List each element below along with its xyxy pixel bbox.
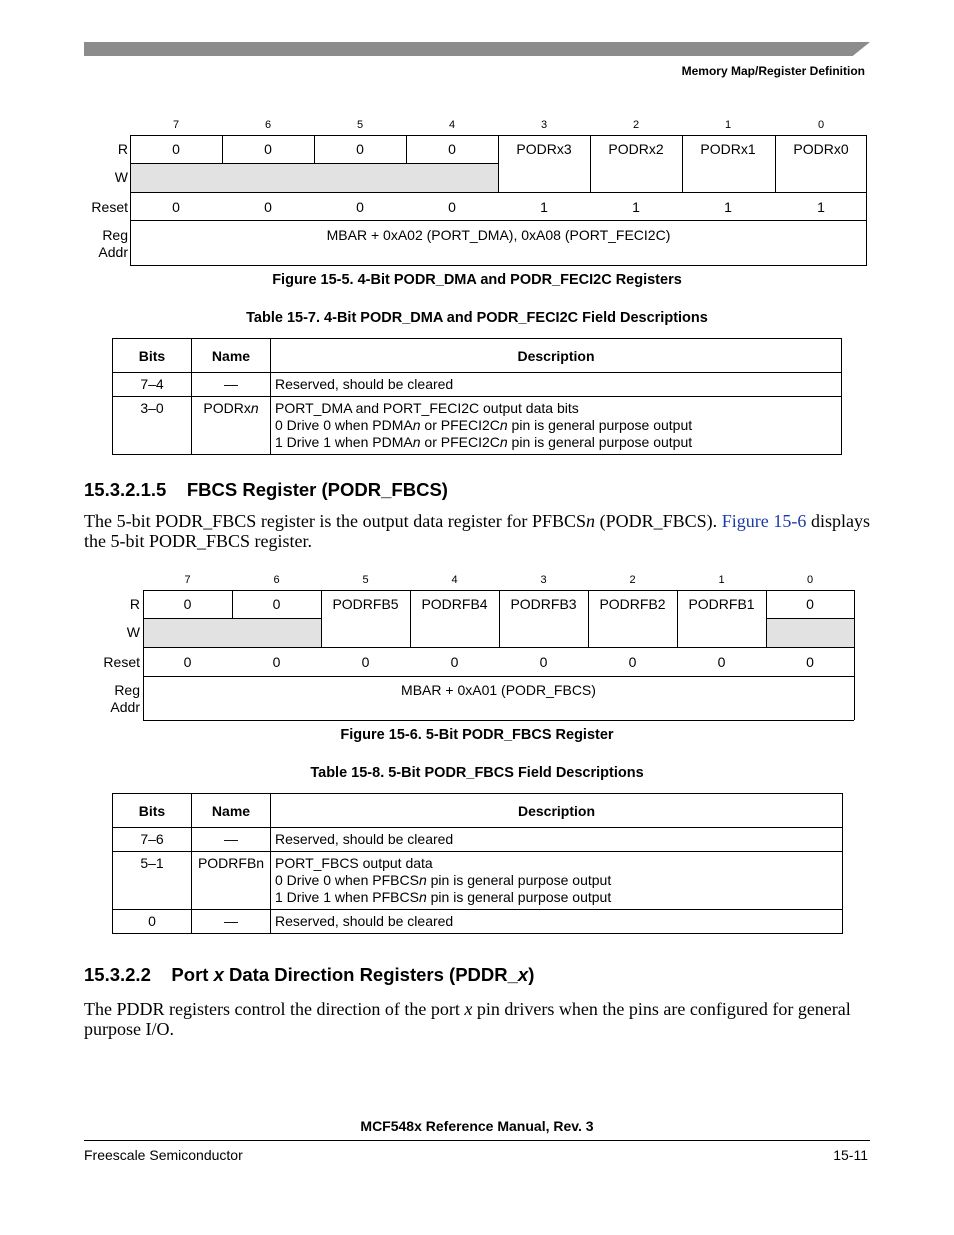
- grid-line: [130, 192, 867, 193]
- footer-manual-title: MCF548x Reference Manual, Rev. 3: [360, 1118, 594, 1134]
- field-description-table: [112, 338, 842, 455]
- description-cell: Reserved, should be cleared: [271, 373, 842, 397]
- bit-number: 0: [817, 119, 825, 131]
- table-header-description: Description: [271, 339, 842, 373]
- row-label-addr: Addr: [98, 244, 128, 260]
- field-description-table: [112, 793, 843, 934]
- bits-cell: 7–6: [113, 828, 192, 852]
- figure-caption: Figure 15-5. 4-Bit PODR_DMA and PODR_FECI2C Registers: [272, 272, 682, 288]
- grid-line: [682, 135, 683, 192]
- footer-rule: [84, 1140, 870, 1141]
- grid-line: [321, 590, 322, 647]
- grid-line: [314, 135, 315, 163]
- grid-line: [143, 676, 854, 677]
- name-cell: PODRxn: [192, 397, 271, 455]
- body-paragraph: The PDDR registers control the direction of the port x pin drivers when the pins are configured for general purpose I/O.: [84, 999, 851, 1039]
- table-header-bits: Bits: [113, 794, 192, 828]
- grid-line: [499, 590, 500, 647]
- read-bit-cell: PODRFB1: [688, 596, 755, 612]
- bit-number: 2: [629, 574, 636, 586]
- row-label-reset: Reset: [103, 654, 140, 670]
- read-bit-cell: PODRx2: [608, 141, 664, 157]
- table-header-name: Name: [192, 794, 271, 828]
- name-cell: —: [192, 910, 271, 934]
- grid-line: [854, 590, 855, 720]
- name-cell: —: [192, 373, 271, 397]
- description-cell: Reserved, should be cleared: [271, 910, 843, 934]
- reset-bit-cell: 0: [272, 654, 281, 670]
- row-label-addr: Addr: [110, 699, 140, 715]
- reset-bit-cell: 0: [539, 654, 548, 670]
- reset-bit-cell: 0: [356, 199, 364, 215]
- section-heading: 15.3.2.2 Port x Data Direction Registers (PDDR_x): [84, 964, 535, 985]
- reset-bit-cell: 0: [450, 654, 459, 670]
- table-row: [113, 397, 842, 455]
- read-bit-cell: 0: [264, 141, 272, 157]
- grid-line: [590, 135, 591, 192]
- table-header-description: Description: [271, 794, 843, 828]
- row-label-r: R: [117, 141, 128, 157]
- write-reserved-shade: [767, 619, 854, 647]
- grid-line: [143, 647, 854, 648]
- grid-line: [130, 265, 867, 266]
- bit-number: 7: [184, 574, 191, 586]
- table-title: Table 15-8. 5-Bit PODR_FBCS Field Descriptions: [310, 765, 644, 781]
- description-cell: PORT_DMA and PORT_FECI2C output data bits 0 Drive 0 when PDMAn or PFECI2Cn pin is general purpose output 1 Drive 1 when PDMAn or PFECI2Cn pin is general purpose output: [271, 397, 842, 455]
- table-row: [113, 910, 843, 934]
- bit-number: 0: [806, 574, 814, 586]
- register-address: MBAR + 0xA02 (PORT_DMA), 0xA08 (PORT_FECI2C): [326, 227, 671, 243]
- reset-bit-cell: 0: [448, 199, 456, 215]
- bit-number: 1: [724, 119, 732, 131]
- read-bit-cell: PODRx3: [516, 141, 572, 157]
- read-bit-cell: 0: [172, 141, 180, 157]
- register-address: MBAR + 0xA01 (PODR_FBCS): [401, 682, 596, 698]
- body-paragraph: The 5-bit PODR_FBCS register is the output data register for PFBCSn (PODR_FBCS). Figure 15-6 displays the 5-bit PODR_FBCS register.: [84, 511, 870, 551]
- bit-number: 3: [540, 119, 548, 131]
- read-bit-cell: 0: [272, 596, 281, 612]
- grid-line: [143, 618, 321, 619]
- reset-bit-cell: 1: [632, 199, 640, 215]
- bit-number: 6: [264, 119, 272, 131]
- reset-bit-cell: 1: [540, 199, 548, 215]
- reset-bit-cell: 0: [806, 654, 814, 670]
- grid-line: [143, 720, 854, 721]
- row-label-reg: Reg: [102, 227, 128, 243]
- reset-bit-cell: 0: [361, 654, 370, 670]
- grid-line: [866, 135, 867, 265]
- table-row: [113, 373, 842, 397]
- bit-number: 2: [632, 119, 640, 131]
- reset-bit-cell: 1: [817, 199, 825, 215]
- read-bit-cell: PODRFB4: [421, 596, 488, 612]
- read-bit-cell: PODRFB3: [510, 596, 577, 612]
- row-label-w: W: [114, 169, 128, 185]
- read-bit-cell: PODRFB5: [332, 596, 399, 612]
- bits-cell: 3–0: [113, 397, 192, 455]
- reset-bit-cell: 0: [264, 199, 272, 215]
- grid-line: [498, 135, 499, 192]
- bit-number: 7: [172, 119, 180, 131]
- figure-link[interactable]: Figure 15-6: [721, 511, 807, 531]
- bit-number: 1: [718, 574, 725, 586]
- grid-line: [130, 135, 131, 265]
- reset-bit-cell: 0: [172, 199, 180, 215]
- grid-line: [130, 220, 867, 221]
- footer-company: Freescale Semiconductor: [84, 1147, 243, 1163]
- read-bit-cell: 0: [183, 596, 192, 612]
- reset-bit-cell: 0: [717, 654, 726, 670]
- row-label-r: R: [129, 596, 140, 612]
- grid-line: [775, 135, 776, 192]
- read-bit-cell: PODRx0: [793, 141, 849, 157]
- name-cell: —: [192, 828, 271, 852]
- header-bar: [84, 42, 870, 56]
- reset-bit-cell: 0: [628, 654, 637, 670]
- figure-caption: Figure 15-6. 5-Bit PODR_FBCS Register: [340, 727, 614, 743]
- row-label-reg: Reg: [114, 682, 140, 698]
- write-reserved-shade: [144, 619, 321, 647]
- read-bit-cell: 0: [448, 141, 456, 157]
- write-reserved-shade: [131, 164, 498, 192]
- read-bit-cell: PODRx1: [700, 141, 756, 157]
- grid-line: [232, 590, 233, 618]
- table-row: [113, 828, 843, 852]
- description-cell: PORT_FBCS output data 0 Drive 0 when PFBCSn pin is general purpose output 1 Drive 1 when PFBCSn pin is general purpose output: [271, 852, 843, 910]
- grid-line: [143, 590, 144, 720]
- bit-number: 5: [356, 119, 364, 131]
- reset-bit-cell: 0: [183, 654, 192, 670]
- grid-line: [222, 135, 223, 163]
- section-heading: 15.3.2.1.5 FBCS Register (PODR_FBCS): [84, 479, 448, 500]
- grid-line: [588, 590, 589, 647]
- bits-cell: 0: [113, 910, 192, 934]
- grid-line: [410, 590, 411, 647]
- row-label-reset: Reset: [91, 199, 128, 215]
- grid-line: [766, 590, 767, 647]
- grid-line: [766, 618, 854, 619]
- bits-cell: 5–1: [113, 852, 192, 910]
- bit-number: 4: [448, 119, 456, 131]
- bit-number: 6: [273, 574, 280, 586]
- bit-number: 5: [362, 574, 369, 586]
- read-bit-cell: 0: [356, 141, 364, 157]
- bit-number: 4: [451, 574, 458, 586]
- page-number: 15-11: [833, 1147, 868, 1163]
- read-bit-cell: 0: [806, 596, 814, 612]
- bits-cell: 7–4: [113, 373, 192, 397]
- read-bit-cell: PODRFB2: [599, 596, 666, 612]
- description-cell: Reserved, should be cleared: [271, 828, 843, 852]
- bit-number: 3: [540, 574, 547, 586]
- table-header-bits: Bits: [113, 339, 192, 373]
- row-label-w: W: [126, 624, 140, 640]
- reset-bit-cell: 1: [724, 199, 732, 215]
- grid-line: [406, 135, 407, 163]
- table-row: [113, 852, 843, 910]
- grid-line: [677, 590, 678, 647]
- table-header-name: Name: [192, 339, 271, 373]
- grid-line: [130, 163, 498, 164]
- table-title: Table 15-7. 4-Bit PODR_DMA and PODR_FECI2C Field Descriptions: [246, 310, 708, 326]
- running-header: Memory Map/Register Definition: [681, 64, 865, 78]
- name-cell: PODRFBn: [192, 852, 271, 910]
